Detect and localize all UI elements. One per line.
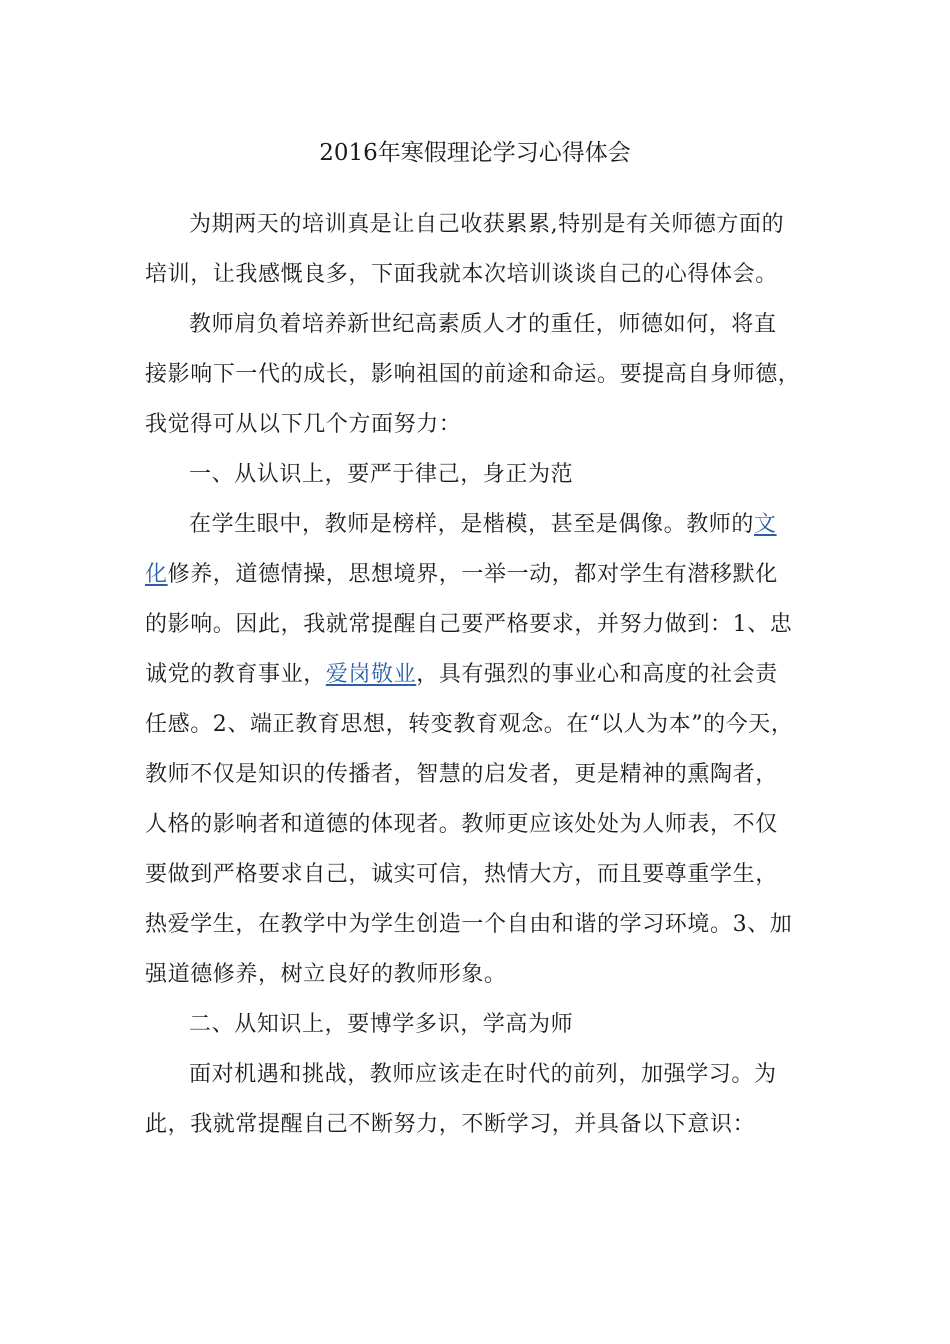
paragraph-line: 教师肩负着培养新世纪高素质人才的重任，师德如何，将直 (189, 312, 777, 337)
section-heading: 二、从知识上，要博学多识，学高为师 (189, 1012, 574, 1037)
section-heading: 一、从认识上，要严于律己，身正为范 (189, 462, 574, 487)
culture-link[interactable]: 化 (145, 562, 168, 587)
line-text: ，具有强烈的事业心和高度的社会责 (416, 662, 778, 687)
line-text: 在学生眼中，教师是榜样，是楷模，甚至是偶像。教师的 (189, 512, 755, 537)
paragraph-line (145, 658, 778, 692)
paragraph-line: 强道德修养，树立良好的教师形象。 (145, 962, 507, 987)
paragraph-line: 人格的影响者和道德的体现者。教师更应该处处为人师表，不仅 (145, 812, 778, 837)
paragraph-line: 要做到严格要求自己，诚实可信，热情大方，而且要尊重学生， (145, 862, 778, 887)
paragraph-line: 的影响。因此，我就常提醒自己要严格要求，并努力做到：1、忠 (145, 612, 793, 637)
line-text: 修养，道德情操，思想境界，一举一动，都对学生有潜移默化 (167, 562, 778, 587)
paragraph-line: 为期两天的培训真是让自己收获累累,特别是有关师德方面的 (189, 212, 785, 237)
paragraph-line: 我觉得可从以下几个方面努力： (145, 412, 462, 437)
paragraph-line (145, 558, 778, 592)
line-text: 诚党的教育事业， (145, 662, 326, 687)
paragraph-line: 热爱学生，在教学中为学生创造一个自由和谐的学习环境。3、加 (145, 912, 793, 937)
dedication-link[interactable]: 爱岗敬业 (325, 662, 417, 687)
paragraph-line: 接影响下一代的成长，影响祖国的前途和命运。要提高自身师德， (145, 362, 801, 387)
paragraph-line: 任感。2、端正教育思想，转变教育观念。在“以人为本”的今天， (145, 712, 794, 737)
paragraph-line (189, 508, 777, 542)
paragraph-line: 培训，让我感慨良多，下面我就本次培训谈谈自己的心得体会。 (145, 262, 778, 287)
culture-link[interactable]: 文 (754, 512, 777, 537)
paragraph-line: 面对机遇和挑战，教师应该走在时代的前列，加强学习。为 (189, 1062, 777, 1087)
document-title: 2016年寒假理论学习心得体会 (319, 140, 631, 166)
paragraph-line: 此，我就常提醒自己不断努力，不断学习，并具备以下意识： (145, 1112, 756, 1137)
paragraph-line: 教师不仅是知识的传播者，智慧的启发者，更是精神的熏陶者， (145, 762, 778, 787)
